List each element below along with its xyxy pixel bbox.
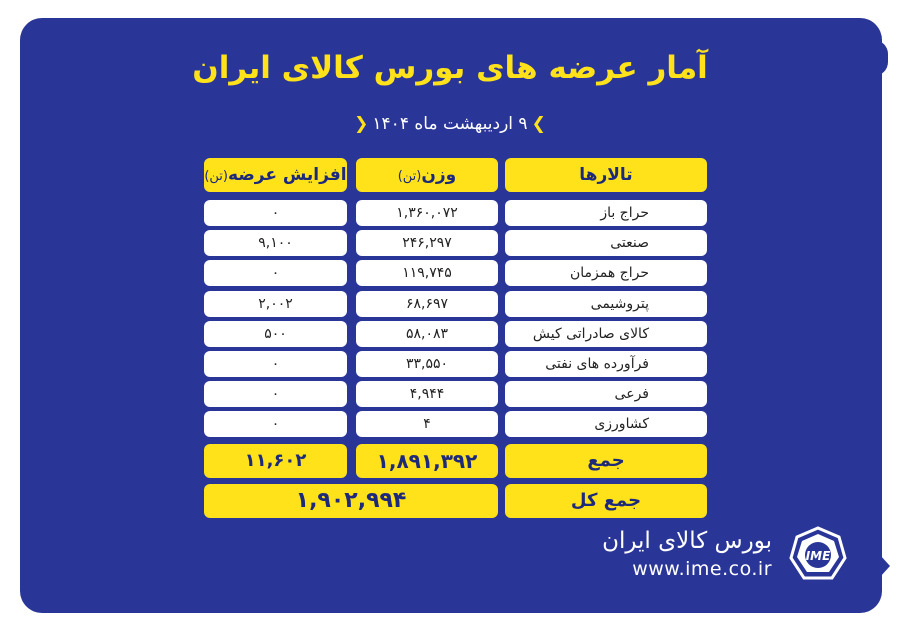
row-hall: فرعی <box>505 381 707 407</box>
row-increase: ۲,۰۰۲ <box>204 291 347 317</box>
row-hall: پتروشیمی <box>505 291 707 317</box>
row-weight: ۵۸,۰۸۳ <box>356 321 498 347</box>
row-weight: ۳۳,۵۵۰ <box>356 351 498 377</box>
grand-total-value: ۱,۹۰۲,۹۹۴ <box>204 484 498 518</box>
row-hall: حراج همزمان <box>505 260 707 286</box>
row-increase: ۰ <box>204 351 347 377</box>
row-increase: ۰ <box>204 381 347 407</box>
row-weight: ۶۸,۶۹۷ <box>356 291 498 317</box>
total-weight: ۱,۸۹۱,۳۹۲ <box>356 444 498 478</box>
row-increase: ۵۰۰ <box>204 321 347 347</box>
row-hall: حراج باز <box>505 200 707 226</box>
row-hall: کشاورزی <box>505 411 707 437</box>
header-weight: وزن(تن) <box>356 158 498 192</box>
total-label: جمع <box>505 444 707 478</box>
row-increase: ۰ <box>204 260 347 286</box>
row-hall: صنعتی <box>505 230 707 256</box>
ime-logo-icon <box>788 525 848 585</box>
row-weight: ۴,۹۴۴ <box>356 381 498 407</box>
logo-text: IME <box>805 549 831 563</box>
page-title: آمار عرضه های بورس کالای ایران <box>192 50 708 86</box>
header-increase: افزایش عرضه(تن) <box>204 158 347 192</box>
header-hall: تالارها <box>505 158 707 192</box>
footer <box>602 528 772 580</box>
row-weight: ۱,۳۶۰,۰۷۲ <box>356 200 498 226</box>
row-weight: ۲۴۶,۲۹۷ <box>356 230 498 256</box>
date-text: ۹ اردیبهشت ماه ۱۴۰۴ <box>372 114 528 134</box>
footer-website-link[interactable]: www.ime.co.ir <box>632 558 772 580</box>
date-line <box>0 114 900 134</box>
chevron-left-icon: ❮ <box>354 114 369 134</box>
footer-company-name: بورس کالای ایران <box>602 528 772 554</box>
row-increase: ۰ <box>204 200 347 226</box>
row-hall: کالای صادراتی کیش <box>505 321 707 347</box>
row-hall: فرآورده های نفتی <box>505 351 707 377</box>
row-weight: ۱۱۹,۷۴۵ <box>356 260 498 286</box>
grand-total-label: جمع کل <box>505 484 707 518</box>
row-increase: ۰ <box>204 411 347 437</box>
chevron-right-icon: ❯ <box>531 114 546 134</box>
total-increase: ۱۱,۶۰۲ <box>204 444 347 478</box>
row-increase: ۹,۱۰۰ <box>204 230 347 256</box>
card-notch-bottom <box>870 544 890 588</box>
row-weight: ۴ <box>356 411 498 437</box>
